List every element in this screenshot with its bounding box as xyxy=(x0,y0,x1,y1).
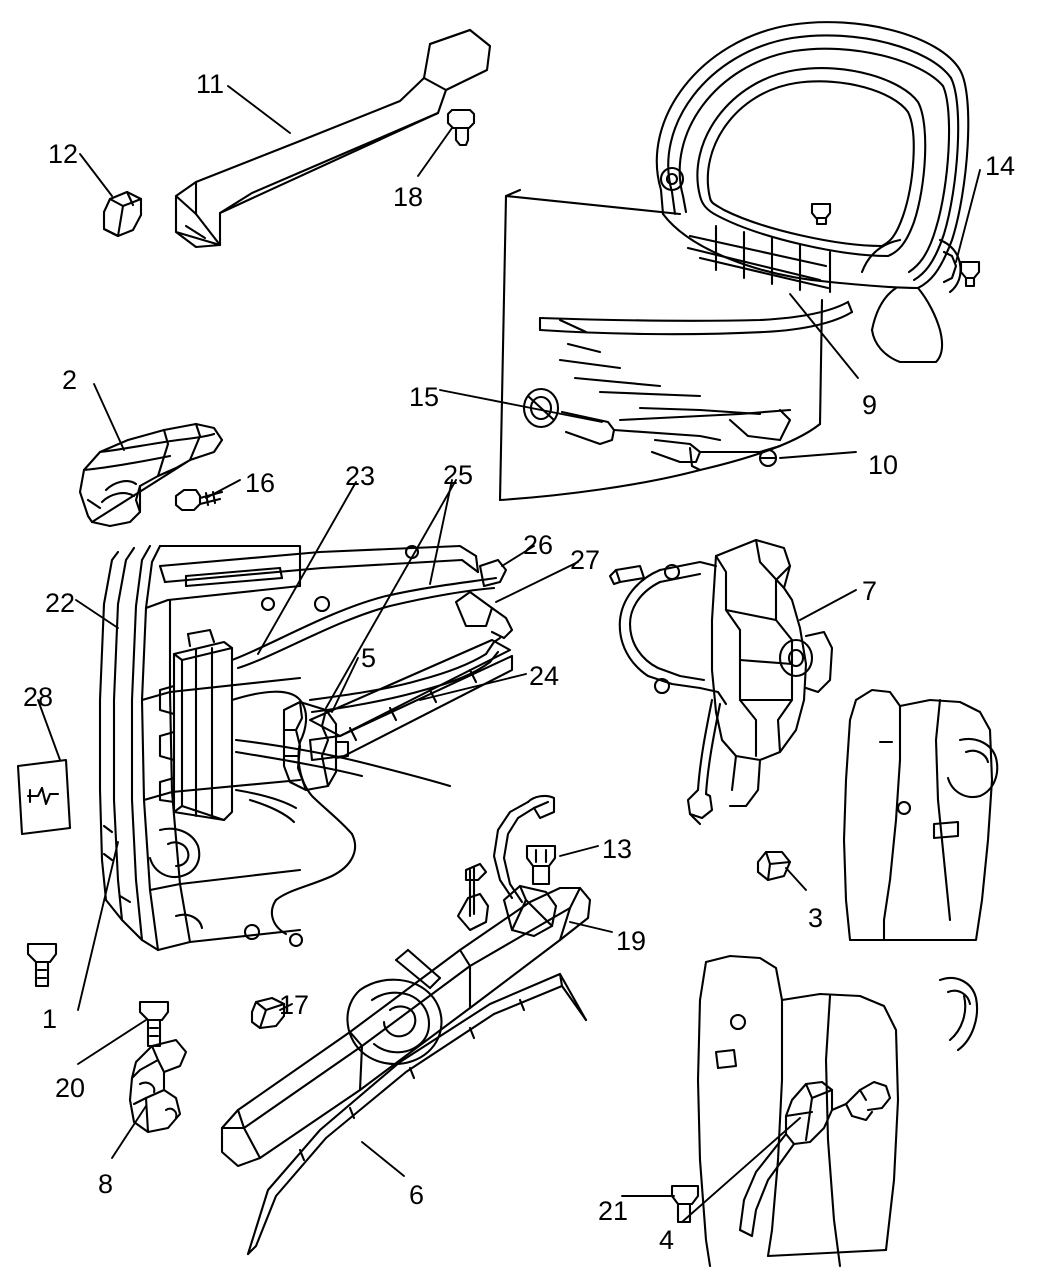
callout-26: 26 xyxy=(523,530,554,560)
callout-9: 9 xyxy=(862,390,878,420)
part-4-lower-body-panel xyxy=(672,956,977,1266)
callout-11: 11 xyxy=(196,69,225,99)
callout-3: 3 xyxy=(808,903,824,933)
callout-14: 14 xyxy=(985,151,1016,181)
callout-2: 2 xyxy=(62,365,78,395)
part-2-door-handle xyxy=(80,424,222,526)
callout-6: 6 xyxy=(409,1180,425,1210)
callout-28: 28 xyxy=(23,682,54,712)
leader-lines xyxy=(38,86,980,1222)
callout-17: 17 xyxy=(279,990,310,1020)
part-22-door-frame xyxy=(100,546,302,950)
callout-4: 4 xyxy=(659,1225,675,1255)
part-1-screw xyxy=(28,944,56,986)
part-20-screw xyxy=(140,1002,168,1046)
part-28-label xyxy=(18,760,70,834)
part-3-grommet xyxy=(758,852,790,880)
part-cables-and-actuator xyxy=(160,560,512,934)
part-7-latch-assembly xyxy=(610,540,832,824)
callout-19: 19 xyxy=(616,926,647,956)
callout-25: 25 xyxy=(443,460,474,490)
callout-7: 7 xyxy=(862,576,878,606)
callout-22: 22 xyxy=(45,588,76,618)
callout-21: 21 xyxy=(598,1196,629,1226)
callout-13: 13 xyxy=(602,834,633,864)
callout-12: 12 xyxy=(48,139,79,169)
callout-5: 5 xyxy=(361,643,377,673)
callout-18: 18 xyxy=(393,182,424,212)
part-9-quarter-window-assembly xyxy=(540,22,979,362)
callout-16: 16 xyxy=(245,468,276,498)
part-11-upper-track xyxy=(176,30,490,247)
callout-1: 1 xyxy=(42,1004,58,1034)
callout-8: 8 xyxy=(98,1169,114,1199)
callout-20: 20 xyxy=(55,1073,86,1103)
part-12-clip xyxy=(104,192,141,236)
callout-15: 15 xyxy=(409,382,440,412)
callout-23: 23 xyxy=(345,461,376,491)
callout-27: 27 xyxy=(570,545,601,575)
part-13-bolt xyxy=(527,846,555,884)
callout-10: 10 xyxy=(868,450,899,480)
body-panel-right-middle xyxy=(844,690,997,940)
callout-24: 24 xyxy=(529,661,560,691)
